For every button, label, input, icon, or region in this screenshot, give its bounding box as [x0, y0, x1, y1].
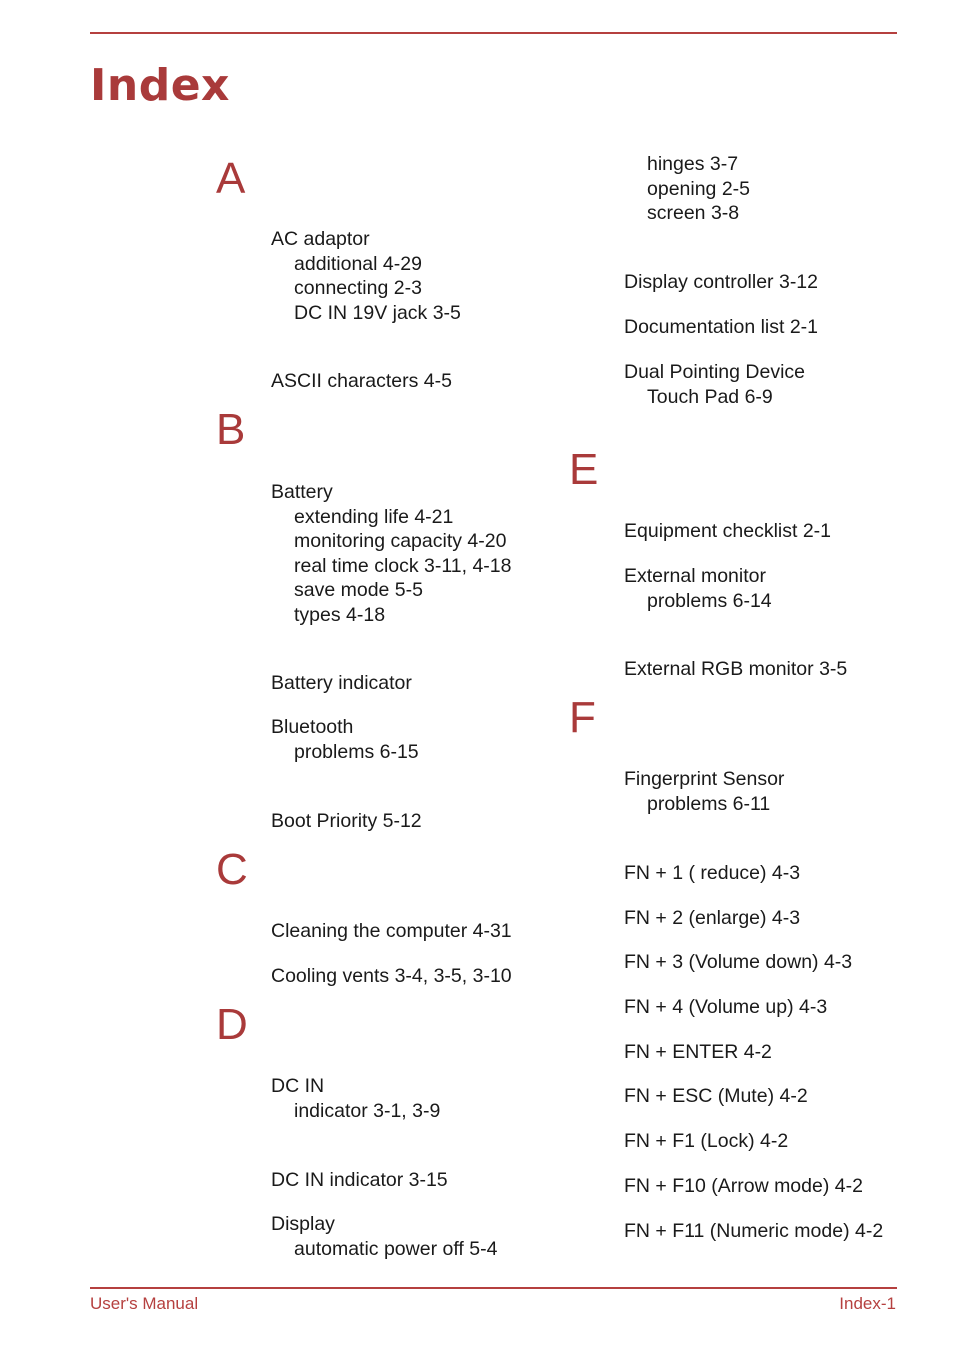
index-entry-dual-pointing: [624, 360, 805, 409]
entry-main: FN + 4 (Volume up) 4-3: [624, 996, 828, 1018]
index-entry-fn-enter: [624, 1040, 772, 1065]
entry-sub: screen 3-8: [647, 202, 740, 225]
index-entry-external-rgb: [624, 657, 847, 682]
entry-main: Battery indicator: [271, 672, 412, 694]
entry-main: Display: [271, 1213, 335, 1235]
entry-main: FN + F10 (Arrow mode) 4-2: [624, 1175, 863, 1197]
section-letter-e: E: [569, 445, 599, 494]
section-letter-f: F: [569, 693, 596, 742]
entry-main: ASCII characters 4-5: [271, 370, 452, 392]
section-letter-c: C: [216, 845, 248, 894]
entry-main: Equipment checklist 2-1: [624, 520, 832, 542]
entry-main: Display controller 3-12: [624, 271, 819, 293]
index-entry-external-monitor: [624, 564, 772, 613]
entry-sub: problems 6-14: [647, 589, 772, 612]
entry-sub: extending life 4-21: [294, 505, 454, 528]
entry-main: Boot Priority 5-12: [271, 810, 422, 832]
footer-page-number: Index-1: [839, 1294, 896, 1313]
entry-main: AC adaptor: [271, 228, 370, 250]
entry-sub: real time clock 3-11, 4-18: [294, 554, 512, 577]
entry-main: FN + 1 ( reduce) 4-3: [624, 862, 801, 884]
section-letter-b: B: [216, 405, 246, 454]
entry-sub: additional 4-29: [294, 252, 422, 275]
footer-manual-title: User's Manual: [90, 1294, 199, 1313]
entry-sub: save mode 5-5: [294, 579, 423, 602]
index-entry-fn-f11: [624, 1219, 883, 1244]
entry-sub: problems 6-15: [294, 740, 419, 763]
entry-main: DC IN indicator 3-15: [271, 1169, 448, 1191]
entry-main: FN + 2 (enlarge) 4-3: [624, 907, 801, 929]
entry-sub: Touch Pad 6-9: [647, 385, 773, 408]
entry-main: FN + ESC (Mute) 4-2: [624, 1085, 808, 1107]
index-entry-fn-f10: [624, 1174, 863, 1199]
entry-sub: opening 2-5: [647, 177, 751, 200]
entry-main: Battery: [271, 481, 333, 503]
entry-sub: hinges 3-7: [647, 153, 739, 175]
index-entry-equipment-checklist: [624, 519, 831, 544]
entry-main: Bluetooth: [271, 716, 354, 738]
entry-sub: types 4-18: [294, 603, 386, 626]
index-entry-fn-3: [624, 950, 852, 975]
page-title: Index: [90, 60, 230, 111]
entry-main: Documentation list 2-1: [624, 316, 819, 338]
section-letter-d: D: [216, 1000, 248, 1049]
footer-rule: [90, 1287, 897, 1289]
entry-main: Cooling vents 3-4, 3-5, 3-10: [271, 965, 512, 987]
index-entry-display-controller: [624, 270, 818, 295]
entry-main: Fingerprint Sensor: [624, 768, 785, 790]
entry-main: FN + 3 (Volume down) 4-3: [624, 951, 853, 973]
entry-sub: monitoring capacity 4-20: [294, 530, 507, 553]
section-letter-a: A: [216, 154, 246, 203]
index-entry-fn-1: [624, 861, 800, 886]
entry-main: External monitor: [624, 565, 766, 587]
index-entry-display-continued: [624, 152, 750, 226]
entry-sub: automatic power off 5-4: [294, 1237, 498, 1260]
index-entry-documentation-list: [624, 315, 818, 340]
entry-sub: indicator 3-1, 3-9: [294, 1099, 441, 1122]
index-entry-fn-esc: [624, 1084, 808, 1109]
entry-sub: problems 6-11: [647, 792, 771, 815]
entry-main: FN + F11 (Numeric mode) 4-2: [624, 1220, 884, 1242]
entry-sub: DC IN 19V jack 3-5: [294, 301, 461, 324]
entry-main: External RGB monitor 3-5: [624, 658, 848, 680]
entry-main: DC IN: [271, 1075, 325, 1097]
entry-sub: connecting 2-3: [294, 277, 422, 300]
entry-main: Cleaning the computer 4-31: [271, 920, 512, 942]
index-entry-fn-2: [624, 906, 800, 931]
index-entry-fn-f1: [624, 1129, 788, 1154]
index-entry-fingerprint: [624, 767, 784, 816]
index-entry-fn-4: [624, 995, 827, 1020]
entry-main: Dual Pointing Device: [624, 361, 806, 383]
entry-main: FN + F1 (Lock) 4-2: [624, 1130, 789, 1152]
entry-main: FN + ENTER 4-2: [624, 1041, 772, 1063]
